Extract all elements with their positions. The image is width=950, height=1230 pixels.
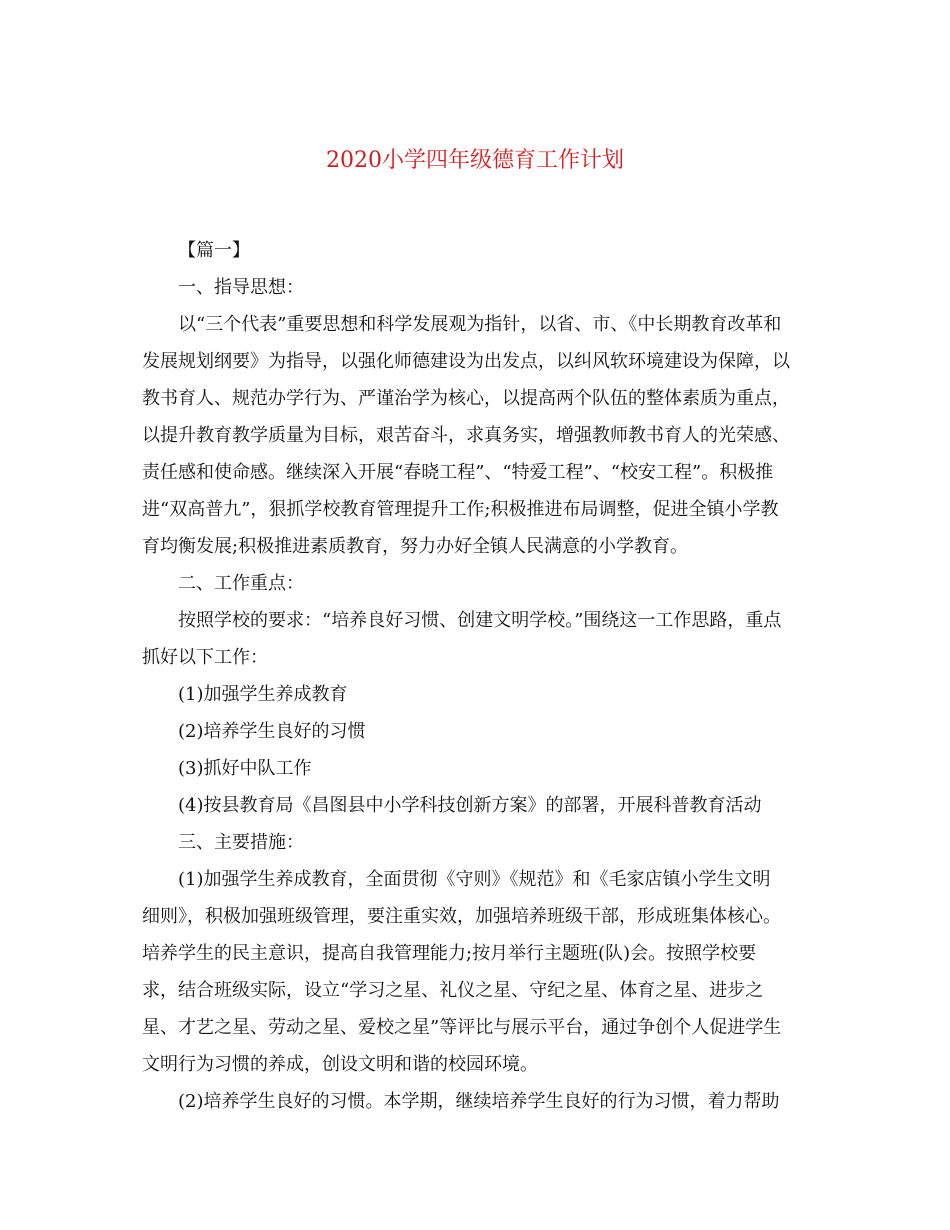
text-line: 求，结合班级实际，设立“学习之星、礼仪之星、守纪之星、体育之星、进步之 — [142, 980, 764, 1001]
paragraph-work-focus — [142, 602, 814, 676]
text-line: 星、才艺之星、劳动之星、爱校之星”等评比与展示平台，通过争创个人促进学生 — [142, 1017, 782, 1038]
heading-guiding-ideology: 一、指导思想： — [178, 277, 304, 298]
focus-item: (4)按县教育局《昌图县中小学科技创新方案》的部署，开展科普教育活动 — [178, 795, 762, 816]
text-line: 教书育人、规范办学行为、严谨治学为核心，以提高两个队伍的整体素质为重点， — [142, 388, 790, 409]
text-line: 以“三个代表”重要思想和科学发展观为指针，以省、市、《中长期教育改革和 — [178, 314, 782, 335]
text-line: 培养学生的民主意识，提高自我管理能力;按月举行主题班(队)会。按照学校要 — [142, 943, 757, 964]
heading-work-focus: 二、工作重点： — [178, 573, 304, 594]
text-line: (2)培养学生良好的习惯。本学期，继续培养学生良好的行为习惯，着力帮助 — [178, 1091, 780, 1112]
text-line: 文明行为习惯的养成，创设文明和谐的校园环境。 — [142, 1054, 538, 1075]
paragraph-measure-1 — [142, 861, 814, 1083]
heading-main-measures: 三、主要措施： — [178, 832, 304, 853]
focus-item: (2)培养学生良好的习惯 — [178, 721, 366, 742]
text-line: 以提升教育教学质量为目标，艰苦奋斗，求真务实，增强教师教书育人的光荣感、 — [142, 425, 790, 446]
focus-item: (3)抓好中队工作 — [178, 758, 312, 779]
text-line: (1)加强学生养成教育，全面贯彻《守则》《规范》和《毛家店镇小学生文明 — [178, 869, 771, 890]
text-line: 进“双高普九”，狠抓学校教育管理提升工作;积极推进布局调整，促进全镇小学教 — [142, 499, 779, 520]
text-line: 按照学校的要求：“培养良好习惯、创建文明学校。”围绕这一工作思路，重点 — [178, 610, 782, 631]
text-line: 育均衡发展;积极推进素质教育，努力办好全镇人民满意的小学教育。 — [142, 536, 689, 557]
focus-item: (1)加强学生养成教育 — [178, 684, 348, 705]
text-line: 抓好以下工作： — [142, 647, 268, 668]
section-tag: 【篇一】 — [178, 240, 250, 261]
document-body — [142, 232, 814, 1120]
paragraph-measure-2 — [142, 1083, 814, 1120]
text-line: 发展规划纲要》为指导，以强化师德建设为出发点，以纠风软环境建设为保障，以 — [142, 351, 790, 372]
paragraph-guiding-ideology — [142, 306, 814, 565]
text-line: 细则》，积极加强班级管理，要注重实效，加强培养班级干部，形成班集体核心。 — [142, 906, 781, 927]
document-title: 2020小学四年级德育工作计划 — [326, 148, 624, 173]
text-line: 责任感和使命感。继续深入开展“春晓工程”、“特爱工程”、“校安工程”。积极推 — [142, 462, 774, 483]
